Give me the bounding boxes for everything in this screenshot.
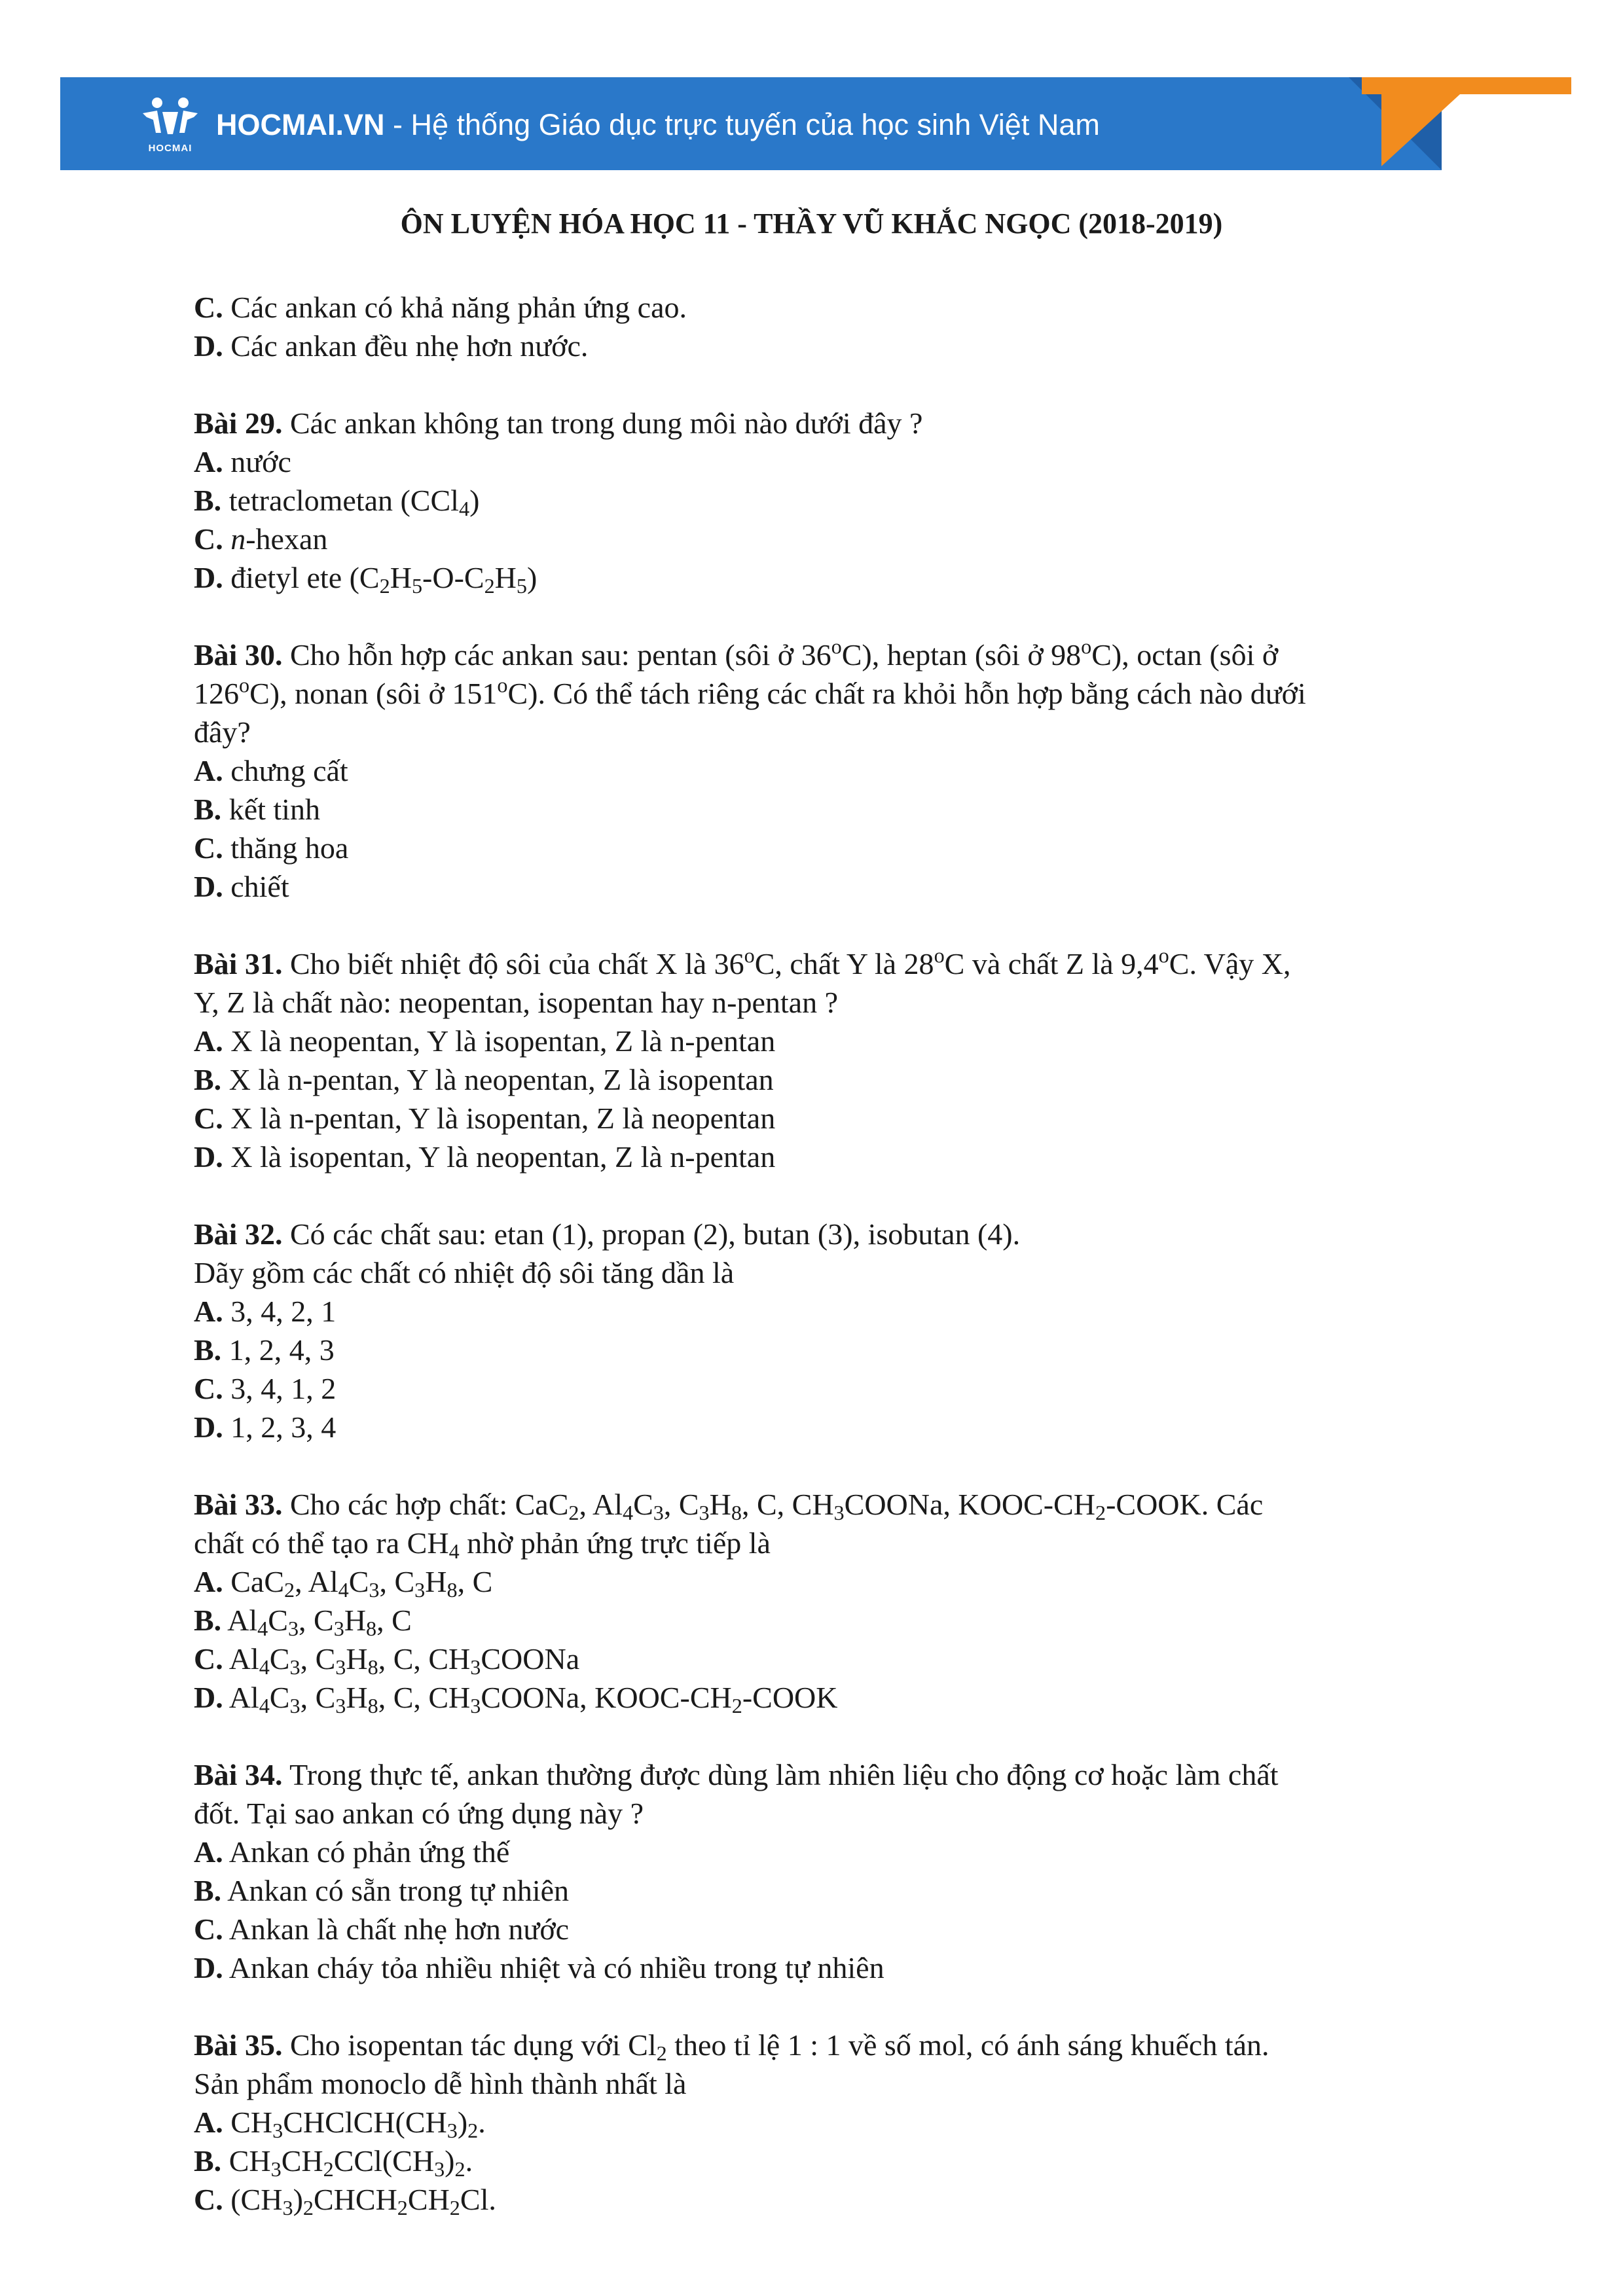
q34-option-a: A. Ankan có phản ứng thế [194, 1835, 510, 1869]
q29-option-d: D. đietyl ete $(C_2H_5-O-C_2H_5)$ [194, 561, 538, 598]
q35-option-a: A. $CH_3CHClCH(CH_3)_2$. [194, 2106, 486, 2143]
q29-option-c: C. n-hexan [194, 522, 328, 556]
brand-site[interactable]: HOCMAI.VN [216, 108, 385, 141]
q30-option-b: B. kết tinh [194, 793, 320, 826]
q32-stem-2: Dãy gồm các chất có nhiệt độ sôi tăng dần là [194, 1256, 735, 1289]
q33-option-a: A. CaC$_2$, $Al_4C_3$, $C_3H_8$, C [194, 1565, 493, 1602]
brand-tagline: - Hệ thống Giáo dục trực tuyến của học sinh Việt Nam [384, 108, 1100, 141]
q33-option-b: B. $Al_4C_3$, $C_3H_8$, C [194, 1604, 412, 1641]
q33-stem: Bài 33. Cho các hợp chất: CaC$_2$, $Al_4C_3$, $C_3H_8$, C, $CH_3COONa$, KOOC-$CH_2$-COOK. Các chất có thể tạo ra $CH_4$ nhờ phản ứng trực tiếp là [194, 1488, 1264, 1564]
q31-option-c: C. X là n-pentan, Y là isopentan, Z là neopentan [194, 1102, 776, 1135]
q31-stem: Bài 31. Cho biết nhiệt độ sôi của chất X là 36$^o$C, chất Y là 28$^o$C và chất Z là 9,4$^o$C. Vậy X, Y, Z là chất nào: neopentan, isopentan hay n-pentan ? [194, 943, 1291, 1019]
q31-option-b: B. X là n-pentan, Y là neopentan, Z là isopentan [194, 1063, 774, 1096]
q32-stem: Bài 32. Có các chất sau: etan (1), propan (2), butan (3), isobutan (4). [194, 1217, 1021, 1251]
q30-stem: Bài 30. Cho hỗn hợp các ankan sau: pentan (sôi ở 36$^o$C), heptan (sôi ở 98$^o$C), octan (sôi ở 126$^o$C), nonan (sôi ở 151$^o$C). Có thể tách riêng các chất ra khỏi hỗn hợp bằng cách nào dưới đây? [194, 634, 1306, 749]
q31-option-d: D. X là isopentan, Y là neopentan, Z là n-pentan [194, 1140, 776, 1174]
q34-option-d: D. Ankan cháy tỏa nhiều nhiệt và có nhiều trong tự nhiên [194, 1951, 884, 1984]
q32-option-d: D. 1, 2, 3, 4 [194, 1410, 337, 1444]
q30-option-a: A. chưng cất [194, 754, 348, 787]
q29-option-a: A. nước [194, 445, 291, 478]
q33-option-c: C. $Al_4C_3$, $C_3H_8$, C, $CH_3COONa$ [194, 1642, 580, 1679]
q28-option-c: C. Các ankan có khả năng phản ứng cao. [194, 291, 687, 324]
q30-option-d: D. chiết [194, 870, 289, 903]
q28-option-d: D. Các ankan đều nhẹ hơn nước. [194, 329, 589, 363]
q33-option-d: D. $Al_4C_3$, $C_3H_8$, C, $CH_3COONa$, KOOC-$CH_2$-COOK [194, 1681, 838, 1718]
hocmai-logo-text: HOCMAI [148, 143, 192, 154]
q35-option-c: C. $(CH_3)_2CHCH_2CH_2Cl$. [194, 2183, 496, 2220]
q32-option-a: A. 3, 4, 2, 1 [194, 1295, 337, 1328]
q34-option-b: B. Ankan có sẵn trong tự nhiên [194, 1874, 570, 1907]
q29-option-b: B. tetraclometan (CCl$_4$) [194, 484, 480, 521]
header-accent-triangle [1381, 94, 1460, 166]
q35-option-b: B. $CH_3CH_2CCl(CH_3)_2$. [194, 2144, 473, 2181]
q34-option-c: C. Ankan là chất nhẹ hơn nước [194, 1912, 570, 1946]
q32-option-b: B. 1, 2, 4, 3 [194, 1333, 335, 1367]
q32-option-c: C. 3, 4, 1, 2 [194, 1372, 337, 1405]
q29-stem: Bài 29. Các ankan không tan trong dung môi nào dưới đây ? [194, 406, 923, 440]
q35-stem: Bài 35. Cho isopentan tác dụng với $Cl_2$ theo tỉ lệ 1 : 1 về số mol, có ánh sáng khuếch tán. Sản phẩm monoclo dễ hình thành nhất là [194, 2028, 1269, 2100]
doc-title: ÔN LUYỆN HÓA HỌC 11 - THẦY VŨ KHẮC NGỌC (2018-2019) [400, 207, 1223, 240]
brand-line[interactable] [216, 108, 1100, 142]
header-accent-bar [1362, 77, 1571, 94]
q31-option-a: A. X là neopentan, Y là isopentan, Z là n-pentan [194, 1024, 776, 1058]
q30-option-c: C. thăng hoa [194, 831, 349, 865]
q34-stem: Bài 34. Trong thực tế, ankan thường được dùng làm nhiên liệu cho động cơ hoặc làm chất đốt. Tại sao ankan có ứng dụng này ? [194, 1758, 1279, 1830]
question-list [194, 288, 1477, 2219]
